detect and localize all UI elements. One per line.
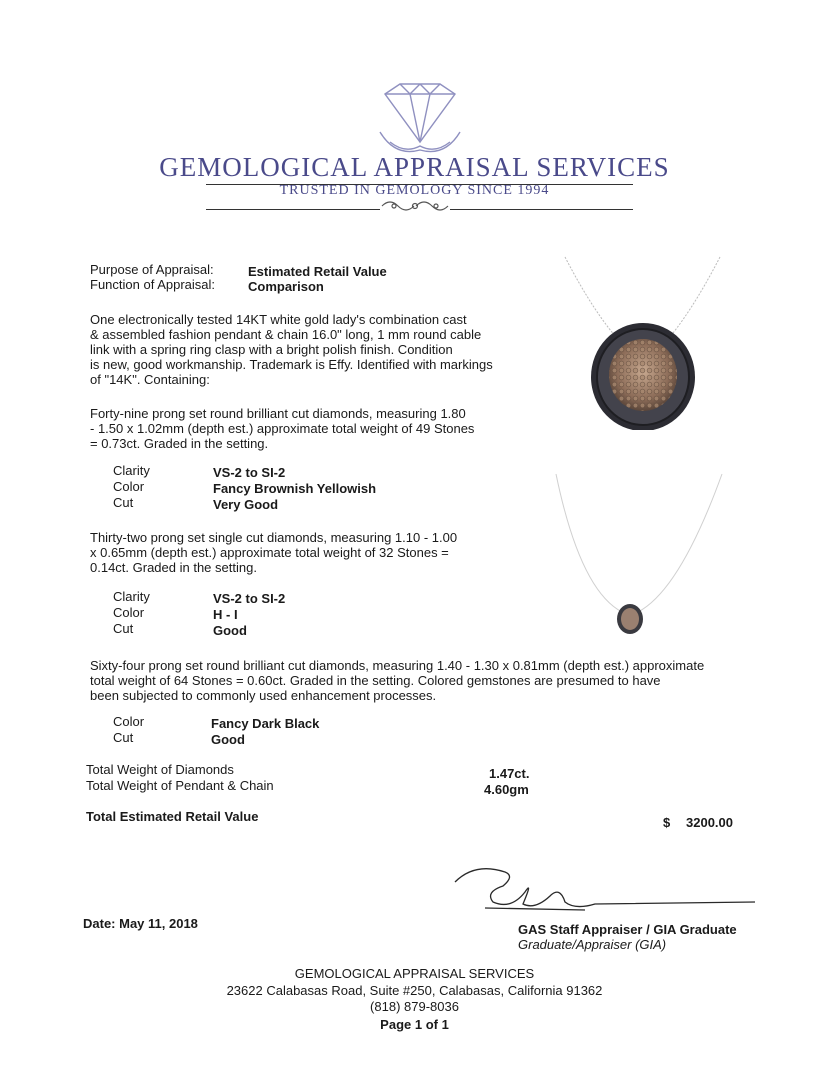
total-pendant-label: Total Weight of Pendant & Chain — [86, 778, 274, 793]
group1-clarity-label: Clarity — [113, 463, 150, 478]
description-line: is new, good workmanship. Trademark is Effy. Identified with markings — [90, 357, 493, 372]
org-name: GEMOLOGICAL APPRAISAL SERVICES — [159, 152, 670, 182]
group1-clarity-value: VS-2 to SI-2 — [213, 465, 286, 480]
total-retail-label: Total Estimated Retail Value — [86, 809, 259, 824]
group1-color-label: Color — [113, 479, 145, 494]
pendant-closeup-image — [555, 255, 730, 430]
group3-line: Sixty-four prong set round brilliant cut diamonds, measuring 1.40 - 1.30 x 0.81mm (depth est.) approximate — [90, 658, 705, 673]
group2-color-value: H - I — [213, 607, 238, 622]
total-pendant-value: 4.60gm — [484, 782, 529, 797]
group1-line: - 1.50 x 1.02mm (depth est.) approximate total weight of 49 Stones — [90, 421, 475, 436]
group1-color-value: Fancy Brownish Yellowish — [213, 481, 377, 496]
group2-text — [90, 530, 530, 575]
group2-cut-value: Good — [213, 623, 247, 638]
page-number: Page 1 of 1 — [380, 1017, 449, 1032]
appraiser-signature — [445, 862, 765, 918]
description-line: One electronically tested 14KT white gold lady's combination cast — [90, 312, 467, 327]
ornament-icon — [380, 198, 450, 214]
group2-color-label: Color — [113, 605, 145, 620]
group2-clarity-label: Clarity — [113, 589, 150, 604]
footer-phone: (818) 879-8036 — [370, 999, 459, 1014]
purpose-label: Purpose of Appraisal: — [90, 262, 214, 277]
group2-line: Thirty-two prong set single cut diamonds, measuring 1.10 - 1.00 — [90, 530, 458, 545]
tagline: TRUSTED IN GEMOLOGY SINCE 1994 — [279, 183, 550, 198]
group3-text — [90, 658, 750, 703]
appraisal-date: Date: May 11, 2018 — [83, 916, 198, 931]
currency-symbol: $ — [663, 815, 671, 830]
description-line: link with a spring ring clasp with a bright polish finish. Condition — [90, 342, 453, 357]
group3-line: been subjected to commonly used enhancement processes. — [90, 688, 437, 703]
group2-line: x 0.65mm (depth est.) approximate total weight of 32 Stones = — [90, 545, 449, 560]
group1-line: = 0.73ct. Graded in the setting. — [90, 436, 269, 451]
group2-cut-label: Cut — [113, 621, 134, 636]
appraiser-title: GAS Staff Appraiser / GIA Graduate — [518, 922, 737, 937]
description — [90, 312, 530, 387]
group2-line: 0.14ct. Graded in the setting. — [90, 560, 257, 575]
diamond-logo-icon — [370, 82, 470, 162]
function-value: Comparison — [248, 279, 324, 294]
group1-cut-label: Cut — [113, 495, 134, 510]
group3-cut-label: Cut — [113, 730, 134, 745]
footer-org-name: GEMOLOGICAL APPRAISAL SERVICES — [294, 966, 535, 981]
description-line: & assembled fashion pendant & chain 16.0" long, 1 mm round cable — [90, 327, 482, 342]
total-diamonds-value: 1.47ct. — [489, 766, 530, 781]
group3-color-label: Color — [113, 714, 145, 729]
header-rule-right — [450, 209, 633, 210]
group1-text — [90, 406, 530, 451]
function-label: Function of Appraisal: — [90, 277, 216, 292]
group2-clarity-value: VS-2 to SI-2 — [213, 591, 286, 606]
group3-color-value: Fancy Dark Black — [211, 716, 320, 731]
header-rule-left — [206, 209, 380, 210]
description-line: of "14K". Containing: — [90, 372, 210, 387]
pendant-necklace-image — [550, 470, 730, 640]
group3-line: total weight of 64 Stones = 0.60ct. Graded in the setting. Colored gemstones are presumed to have — [90, 673, 661, 688]
total-diamonds-label: Total Weight of Diamonds — [86, 762, 234, 777]
purpose-value: Estimated Retail Value — [248, 264, 387, 279]
total-retail-value: 3200.00 — [686, 815, 733, 830]
group1-line: Forty-nine prong set round brilliant cut diamonds, measuring 1.80 — [90, 406, 466, 421]
appraiser-subtitle: Graduate/Appraiser (GIA) — [518, 937, 667, 952]
group3-cut-value: Good — [211, 732, 245, 747]
group1-cut-value: Very Good — [213, 497, 279, 512]
footer-address: 23622 Calabasas Road, Suite #250, Calabasas, California 91362 — [226, 983, 603, 998]
